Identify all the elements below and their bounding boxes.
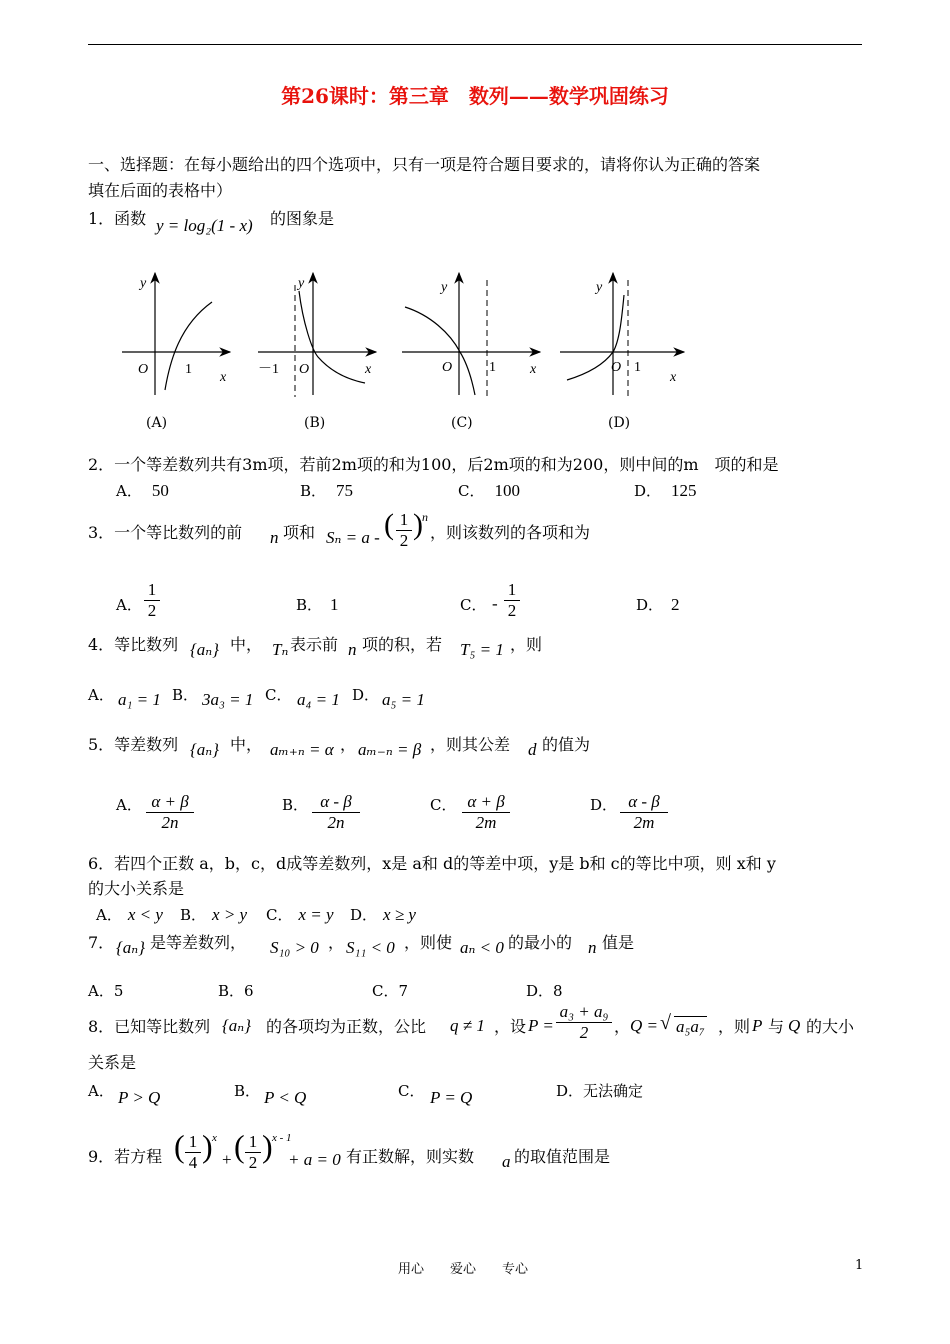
q8-p-fraction: a₃ + a₉ 2	[556, 1002, 612, 1043]
q5-option-a-fraction: α + β 2n	[146, 792, 194, 833]
q3-option-a-label: A．	[116, 596, 142, 614]
q2-option-c: C． 100	[458, 481, 520, 500]
q3-formula-lhs: Sₙ = a -	[326, 528, 380, 547]
q5-seq: {aₙ}	[190, 740, 219, 759]
q9-mid: 有正数解，则实数	[346, 1147, 475, 1166]
q7-c1: S₁₀ > 0	[270, 938, 319, 957]
q8-p-lhs: P =	[528, 1016, 554, 1035]
intro-line-1: 一、选择题：在每小题给出的四个选项中，只有一项是符合题目要求的，请将你认为正确的答案	[88, 155, 761, 174]
q8-prefix: 8．已知等比数列	[88, 1017, 211, 1036]
graph-d-x-label: x	[670, 370, 677, 385]
q7-suffix: 值是	[602, 933, 635, 952]
q8-mid3: ，则	[718, 1017, 751, 1036]
q8-mid1: 的各项均为正数，公比	[266, 1017, 427, 1036]
q7-option-a: A．5	[88, 982, 124, 1000]
q1-graphs	[100, 265, 700, 400]
q5-suffix: 的值为	[542, 735, 591, 754]
q9-lparen-2: (	[234, 1128, 245, 1164]
caption-b: (B)	[304, 415, 326, 431]
q2-option-b: B． 75	[300, 481, 354, 500]
q4-option-a-value: a₁ = 1	[118, 690, 161, 709]
q4-option-b-value: 3a₃ = 1	[202, 690, 254, 709]
q1-suffix: 的图象是	[270, 209, 335, 228]
q1-formula: y = log₂(1 - x)	[156, 216, 253, 235]
q8-q-radicand: a₅a₇	[676, 1017, 705, 1036]
q6-option-b: B． x > y	[180, 905, 248, 924]
q2-option-d: D． 125	[634, 481, 697, 500]
q8-option-a-value: P > Q	[118, 1088, 161, 1107]
q5-mid1: 中，	[230, 735, 263, 754]
q7-comma: ，	[328, 933, 345, 952]
q5-option-d-label: D．	[590, 796, 618, 814]
q2-text: 2．一个等差数列共有3m项，若前2m项的和为100，后2m项的和为200，则中间的m 项的和是	[88, 455, 779, 474]
q4-n: n	[348, 640, 357, 659]
q8-suffix: 的大小	[806, 1017, 855, 1036]
q2-option-a: A． 50	[116, 481, 169, 500]
q8-P: P	[752, 1016, 763, 1035]
q9-tail: + a = 0	[288, 1150, 341, 1169]
q5-c2: aₘ₋ₙ = β	[358, 740, 422, 759]
q9-exp-2: x - 1	[272, 1132, 292, 1144]
graph-b-x-label: x	[365, 362, 372, 377]
q4-option-c-value: a₄ = 1	[297, 690, 340, 709]
q9-fraction-1: 1 4	[185, 1132, 201, 1173]
q7-mid3: 的最小的	[508, 933, 573, 952]
q8-sqrt-sign: √	[660, 1012, 671, 1034]
q6-line-2: 的大小关系是	[88, 879, 185, 898]
graph-c	[402, 273, 540, 397]
q3-option-c-fraction: 1 2	[504, 580, 520, 621]
q5-mid2: ，则其公差	[430, 735, 511, 754]
q5-option-a-label: A．	[116, 796, 142, 814]
q4-tn: Tₙ	[272, 640, 289, 659]
q5-option-c-fraction: α + β 2m	[462, 792, 510, 833]
q7-option-d: D．8	[526, 982, 563, 1000]
q8-q: q ≠ 1	[450, 1016, 485, 1035]
graph-c-y-label: y	[441, 280, 448, 295]
q3-exp: n	[422, 510, 428, 524]
q3-prefix: 3．一个等比数列的前	[88, 523, 243, 542]
q8-q-lhs: Q =	[630, 1016, 658, 1035]
q8-option-b-label: B．	[234, 1082, 261, 1100]
q5-d: d	[528, 740, 537, 759]
q3-option-b: B． 1	[296, 595, 339, 614]
q3-option-c-sign: -	[492, 594, 498, 613]
q9-exp-1: x	[212, 1132, 217, 1144]
q7-n: n	[588, 938, 597, 957]
q4-option-a-label: A．	[88, 686, 114, 704]
q8-mid4: 与	[768, 1017, 785, 1036]
graph-b-y-label: y	[298, 276, 305, 291]
caption-c: (C)	[451, 415, 473, 431]
q8-option-d: D．无法确定	[556, 1082, 644, 1100]
graph-a-y-label: y	[140, 276, 147, 291]
q3-mid: 项和	[283, 523, 316, 542]
q9-a: a	[502, 1152, 511, 1171]
graph-c-origin: O	[442, 360, 453, 375]
q6-option-d: D． x ≥ y	[350, 905, 416, 924]
q4-mid3: 项的积，若	[362, 635, 443, 654]
graph-d-one: 1	[634, 360, 641, 375]
q4-mid1: 中，	[230, 635, 263, 654]
q5-comma: ，	[340, 735, 357, 754]
q7-option-c: C．7	[372, 982, 409, 1000]
q7-number: 7．	[88, 933, 115, 952]
q1-prefix: 1．函数	[88, 209, 147, 228]
q4-option-c-label: C．	[265, 686, 292, 704]
graph-a	[122, 273, 230, 395]
q8-option-c-label: C．	[398, 1082, 425, 1100]
q7-mid2: ，则使	[404, 933, 453, 952]
q9-lparen-1: (	[174, 1128, 185, 1164]
q3-fraction: 1 2	[396, 510, 412, 551]
q5-option-c-label: C．	[430, 796, 457, 814]
q7-seq: {aₙ}	[116, 938, 145, 957]
q5-c1: aₘ₊ₙ = α	[270, 740, 334, 759]
graph-a-origin: O	[138, 362, 149, 377]
q4-mid2: 表示前	[290, 635, 339, 654]
q4-suffix: ，则	[510, 635, 543, 654]
q3-option-a-fraction: 1 2	[144, 580, 160, 621]
q4-option-d-label: D．	[352, 686, 380, 704]
q3-option-d: D． 2	[636, 595, 680, 614]
q8-line-2: 关系是	[88, 1053, 137, 1072]
graph-b-origin: O	[299, 362, 310, 377]
q4-seq: {aₙ}	[190, 640, 219, 659]
graph-d-origin: O	[611, 360, 622, 375]
graph-d-y-label: y	[596, 280, 603, 295]
graph-c-one: 1	[489, 360, 496, 375]
graph-b	[258, 273, 376, 397]
q8-comma: ，	[614, 1017, 631, 1036]
q9-rparen-1: )	[202, 1128, 213, 1164]
graph-d	[560, 273, 684, 397]
q6-line-1: 6．若四个正数 a，b，c，d成等差数列，x是 a和 d的等差中项，y是 b和 c的等比中项，则 x和 y	[88, 854, 776, 873]
q8-Q: Q	[788, 1016, 801, 1035]
caption-a: (A)	[146, 415, 168, 431]
q3-rparen: )	[413, 508, 423, 541]
q5-option-b-fraction: α - β 2n	[312, 792, 360, 833]
intro-line-2: 填在后面的表格中）	[88, 181, 233, 200]
page-title: 第26课时：第三章 数列——数学巩固练习	[281, 84, 669, 108]
q3-lparen: (	[384, 508, 394, 541]
q8-option-b-value: P < Q	[264, 1088, 307, 1107]
q3-suffix: ，则该数列的各项和为	[430, 523, 591, 542]
q7-option-b: B．6	[218, 982, 254, 1000]
q7-c3: aₙ < 0	[460, 938, 504, 957]
q9-fraction-2: 1 2	[245, 1132, 261, 1173]
q3-option-c-label: C．	[460, 596, 487, 614]
q5-option-b-label: B．	[282, 796, 309, 814]
q7-c2: S₁₁ < 0	[346, 938, 395, 957]
graph-b-neg-one: －1	[258, 362, 279, 377]
graph-c-x-label: x	[530, 362, 537, 377]
q9-plus: +	[222, 1150, 232, 1169]
q3-n: n	[270, 528, 279, 547]
graph-a-x-label: x	[220, 370, 227, 385]
q4-cond: T₅ = 1	[460, 640, 504, 659]
q7-mid1: 是等差数列，	[150, 933, 247, 952]
q4-option-d-value: a₅ = 1	[382, 690, 425, 709]
q8-option-a-label: A．	[88, 1082, 114, 1100]
footer-motto: 用心 爱心 专心	[398, 1262, 529, 1277]
q5-option-d-fraction: α - β 2m	[620, 792, 668, 833]
q5-prefix: 5．等差数列	[88, 735, 179, 754]
q9-rparen-2: )	[262, 1128, 273, 1164]
q6-option-c: C． x = y	[266, 905, 334, 924]
q9-prefix: 9．若方程	[88, 1147, 163, 1166]
q8-seq: {aₙ}	[222, 1016, 251, 1035]
q4-prefix: 4．等比数列	[88, 635, 179, 654]
q8-option-c-value: P = Q	[430, 1088, 473, 1107]
q9-suffix: 的取值范围是	[514, 1147, 611, 1166]
q8-mid2: ，设	[494, 1017, 527, 1036]
graph-a-one: 1	[185, 362, 192, 377]
page-number: 1	[855, 1258, 864, 1273]
caption-d: (D)	[608, 415, 631, 431]
header-rule	[88, 44, 862, 45]
q4-option-b-label: B．	[172, 686, 199, 704]
q6-option-a: A． x < y	[96, 905, 163, 924]
